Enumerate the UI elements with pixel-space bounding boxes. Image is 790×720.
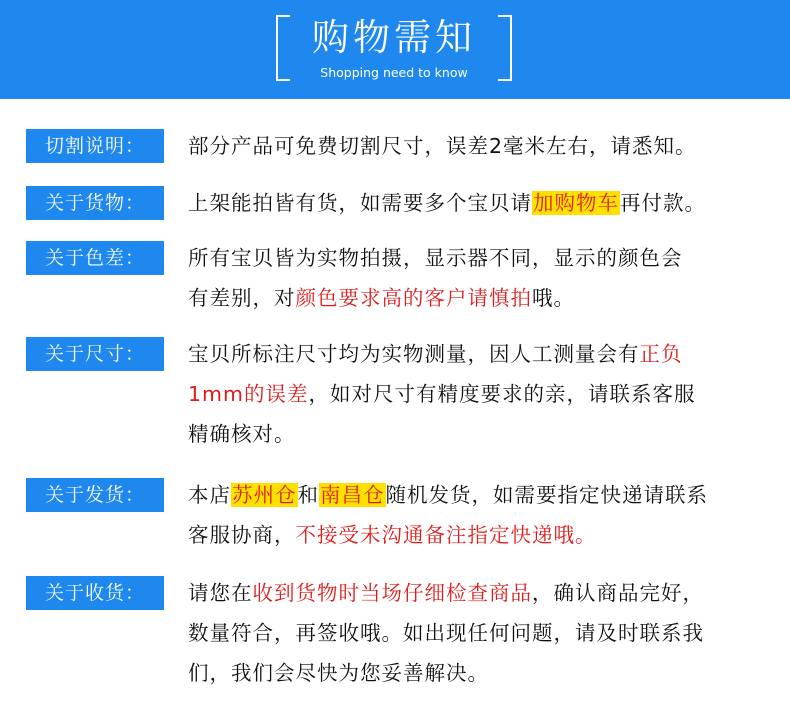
body-text: 随机发货，如需要指定快递请联系: [385, 483, 708, 507]
body-text: 精确核对。: [188, 422, 296, 446]
emphasis-text: 不接受未沟通备注指定快递哦。: [295, 523, 597, 547]
highlighted-text: 南昌仓: [320, 483, 385, 507]
body-text: 哦。: [532, 286, 575, 310]
body-text: 有差别，对: [188, 286, 296, 310]
emphasis-text: 收到货物时当场仔细检查商品: [252, 581, 532, 605]
section-label: 关于收货：: [26, 576, 164, 610]
body-text: 部分产品可免费切割尺寸，误差2毫米左右，请悉知。: [188, 134, 697, 158]
highlighted-text: 加购物车: [533, 191, 619, 215]
section-body: [188, 337, 788, 457]
body-text: ，如对尺寸有精度要求的亲，请联系客服: [308, 382, 696, 406]
body-line: [188, 129, 788, 169]
body-text: 客服协商，: [188, 523, 296, 547]
body-line: [188, 377, 788, 417]
body-line: [188, 518, 788, 558]
body-text: 本店: [188, 483, 231, 507]
emphasis-text: 1mm的误差: [188, 382, 309, 406]
section-label: 切割说明：: [26, 129, 164, 163]
body-line: [188, 186, 788, 226]
section-body: [188, 129, 788, 169]
body-line: [188, 656, 788, 696]
body-text: 所有宝贝皆为实物拍摄，显示器不同，显示的颜色会: [188, 246, 683, 270]
body-text: 们，我们会尽快为您妥善解决。: [188, 661, 489, 685]
body-text: 请您在: [188, 581, 253, 605]
header-banner: [0, 0, 790, 99]
left-bracket-decoration: [276, 15, 290, 81]
body-text: 数量符合，再签收哦。如出现任何问题，请及时联系我: [188, 621, 704, 645]
body-line: [188, 241, 788, 281]
section-label: 关于色差：: [26, 241, 164, 275]
body-text: 和: [297, 483, 319, 507]
body-line: [188, 616, 788, 656]
section-body: [188, 186, 788, 226]
section-label: 关于尺寸：: [26, 337, 164, 371]
section-label: 关于货物：: [26, 186, 164, 220]
section-body: [188, 576, 788, 696]
body-text: 上架能拍皆有货，如需要多个宝贝请: [188, 191, 532, 215]
body-text: ，确认商品完好，: [532, 581, 704, 605]
highlighted-text: 苏州仓: [232, 483, 297, 507]
section-body: [188, 478, 788, 558]
body-text: 再付款。: [620, 191, 706, 215]
body-line: [188, 478, 788, 518]
body-line: [188, 417, 788, 457]
section-label: 关于发货：: [26, 478, 164, 512]
body-line: [188, 576, 788, 616]
emphasis-text: 颜色要求高的客户请慎拍: [295, 286, 532, 310]
emphasis-text: 正负: [639, 342, 683, 366]
page-subtitle: Shopping need to know: [320, 65, 468, 80]
body-text: 宝贝所标注尺寸均为实物测量，因人工测量会有: [188, 342, 640, 366]
body-line: [188, 281, 788, 321]
body-line: [188, 337, 788, 377]
right-bracket-decoration: [498, 15, 512, 81]
page-title: 购物需知: [312, 16, 476, 59]
section-body: [188, 241, 788, 321]
